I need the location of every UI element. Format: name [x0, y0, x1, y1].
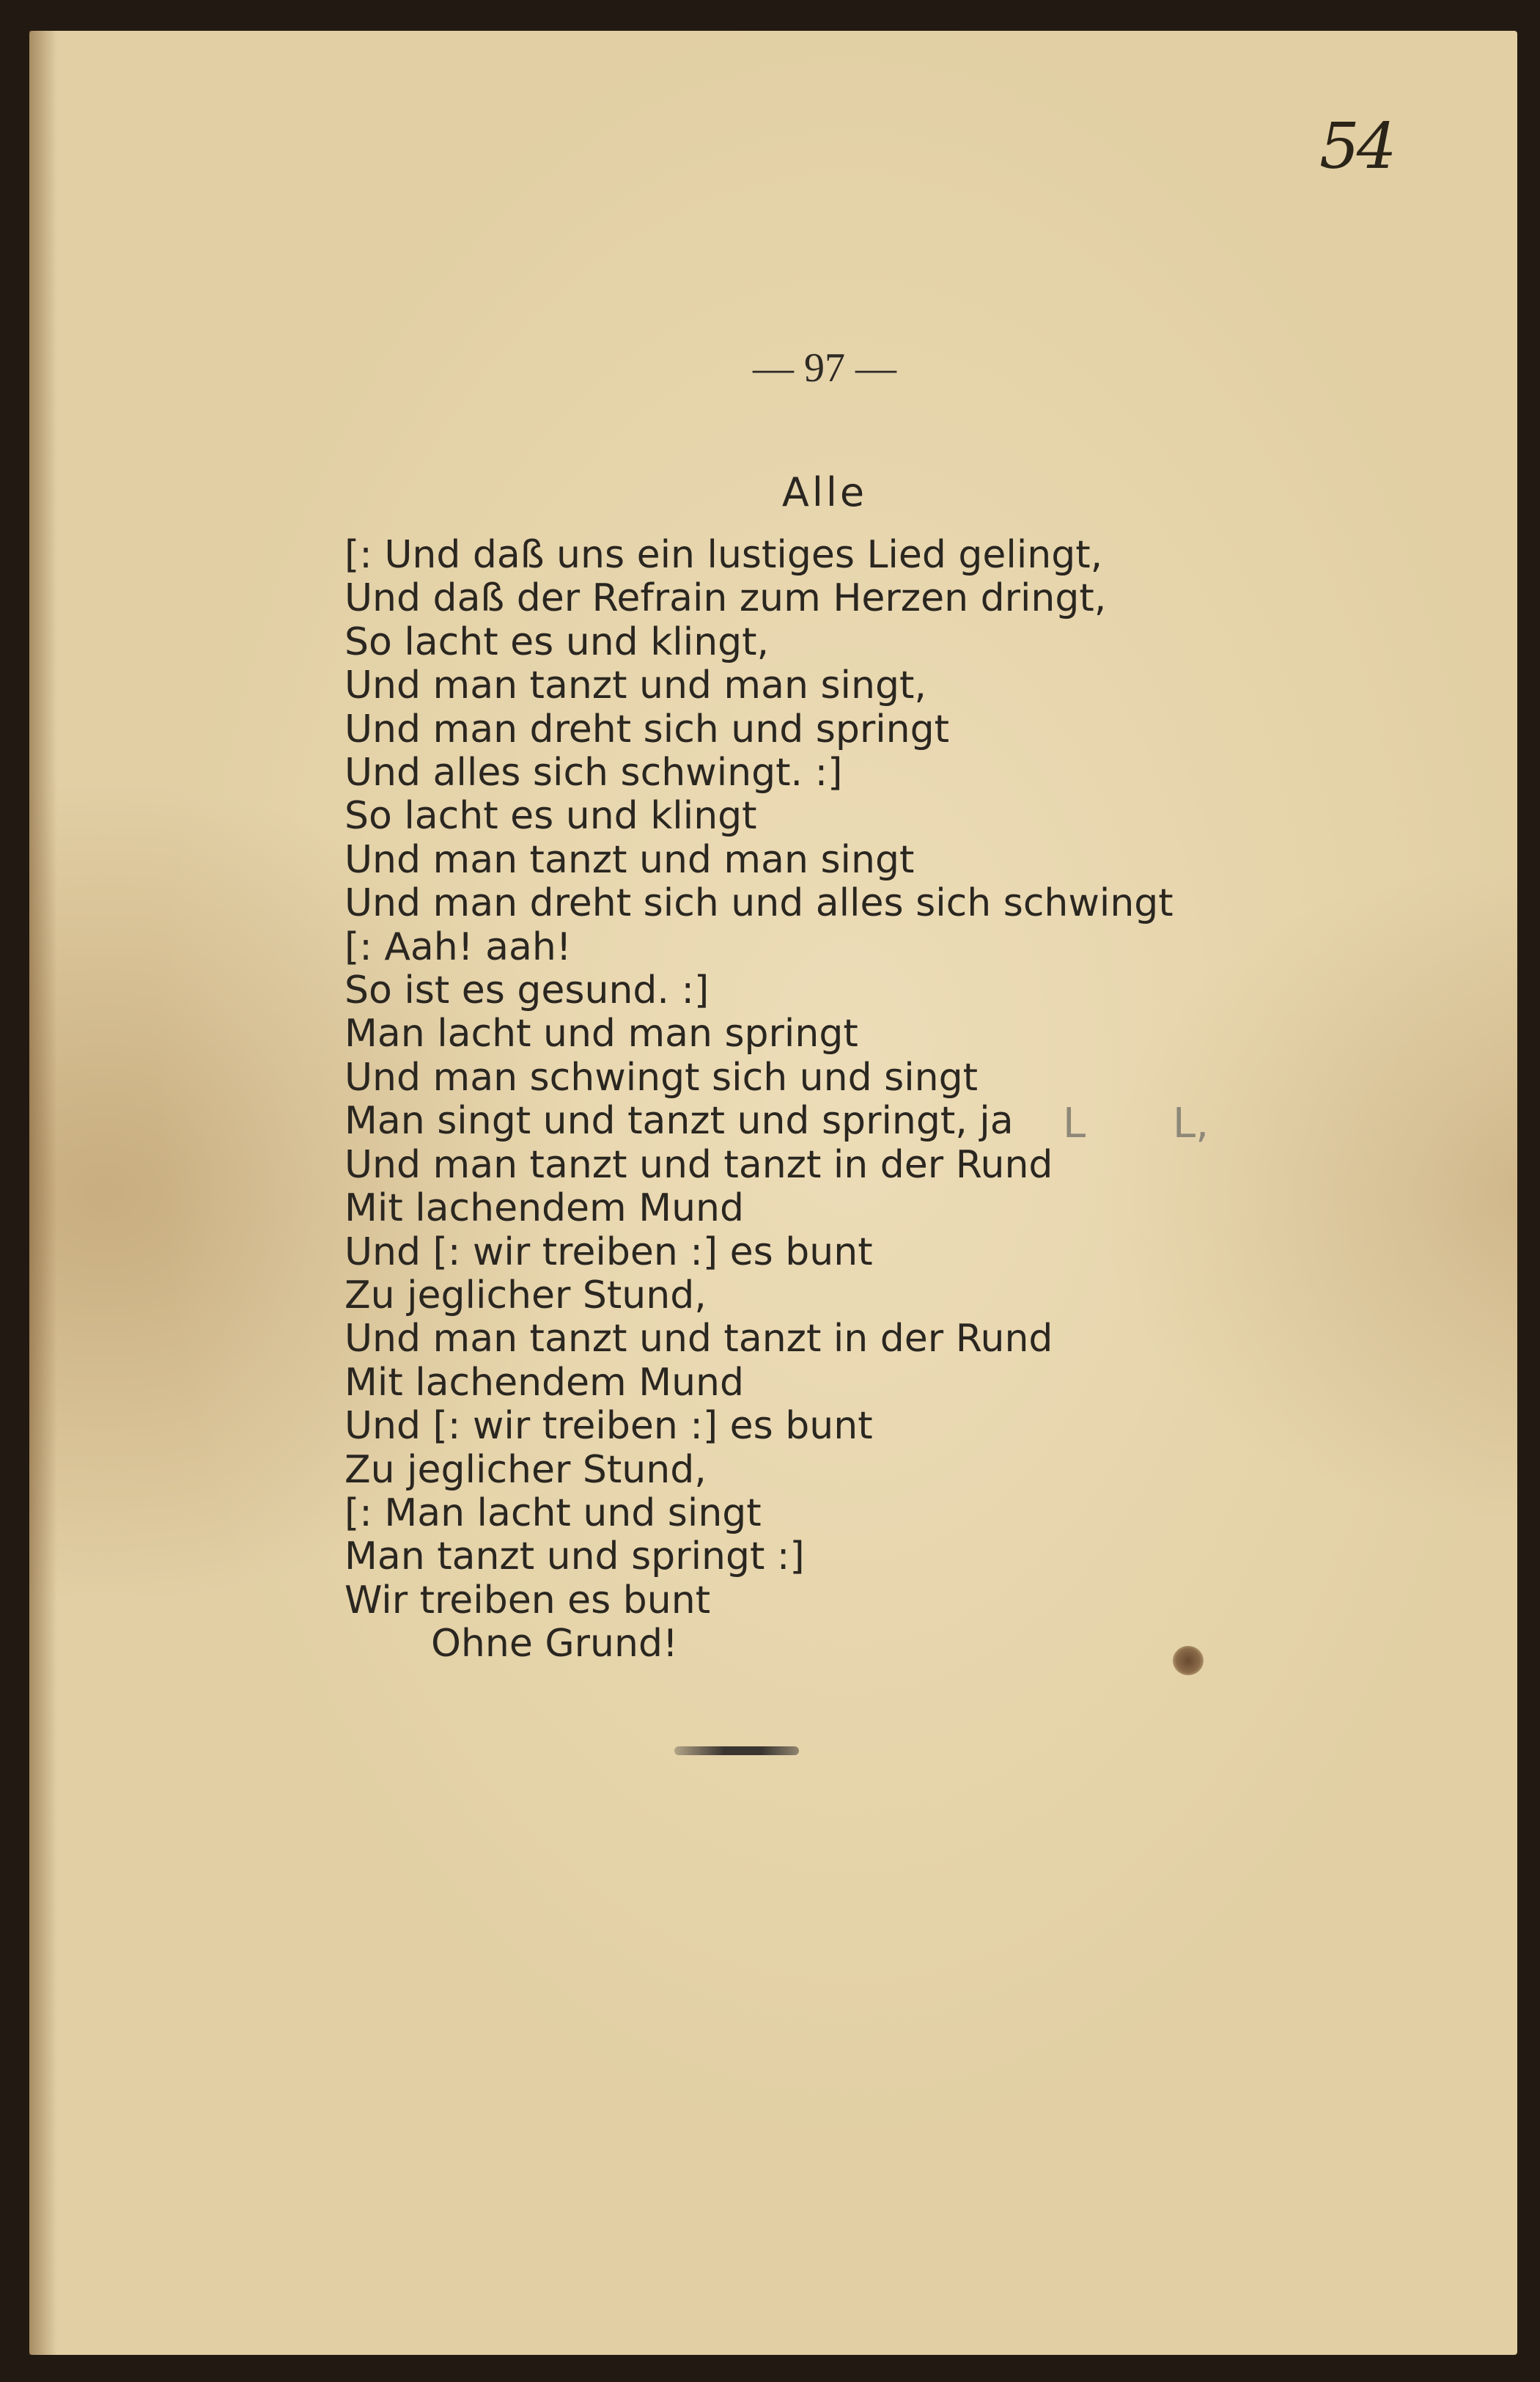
- verse-line: So ist es gesund. :]: [345, 968, 710, 1013]
- verse-line: Und daß der Refrain zum Herzen dringt,: [345, 576, 1107, 621]
- verse-line: Und man dreht sich und springt: [345, 707, 950, 751]
- verse-line: Zu jeglicher Stund,: [345, 1447, 707, 1492]
- verse-line: Wir treiben es bunt: [345, 1578, 711, 1622]
- verse-line: Man singt und tanzt und springt, ja: [345, 1099, 1014, 1144]
- verse-line: Und man tanzt und man singt,: [345, 663, 926, 708]
- page-number: — 97 —: [753, 345, 896, 391]
- song-verse: [345, 534, 1261, 1666]
- verse-line: Ohne Grund!: [431, 1622, 678, 1666]
- verse-line: Mit lachendem Mund: [345, 1186, 745, 1231]
- verse-line: Und man tanzt und tanzt in der Rund: [345, 1142, 1053, 1187]
- end-rule: [674, 1746, 799, 1755]
- verse-line: Und man dreht sich und alles sich schwingt: [345, 881, 1174, 926]
- verse-line: Man lacht und man springt: [345, 1012, 858, 1056]
- verse-line: So lacht es und klingt,: [345, 620, 770, 664]
- speaker-heading: Alle: [781, 469, 868, 515]
- verse-line: Und [: wir treiben :] es bunt: [345, 1229, 873, 1274]
- verse-line: [: Aah! aah!: [345, 925, 572, 969]
- spine-shadow: [29, 31, 57, 2355]
- verse-line: [: Man lacht und singt: [345, 1490, 762, 1535]
- verse-line: Und [: wir treiben :] es bunt: [345, 1404, 873, 1449]
- page-stain: [1173, 1646, 1204, 1675]
- verse-line: Man tanzt und springt :]: [345, 1534, 805, 1579]
- verse-line: So lacht es und klingt: [345, 794, 757, 839]
- verse-line: Zu jeglicher Stund,: [345, 1273, 707, 1317]
- verse-line: Und man tanzt und tanzt in der Rund: [345, 1317, 1053, 1361]
- verse-line: Mit lachendem Mund: [345, 1360, 745, 1405]
- handwritten-folio-number: 54: [1319, 110, 1394, 183]
- verse-line: Und man tanzt und man singt: [345, 837, 915, 882]
- verse-line: Und alles sich schwingt. :]: [345, 751, 843, 795]
- verse-line: [: Und daß uns ein lustiges Lied gelingt,: [345, 533, 1103, 577]
- pencil-mark: L: [1063, 1100, 1086, 1147]
- pencil-mark: L,: [1173, 1100, 1209, 1147]
- verse-line: Und man schwingt sich und singt: [345, 1055, 979, 1100]
